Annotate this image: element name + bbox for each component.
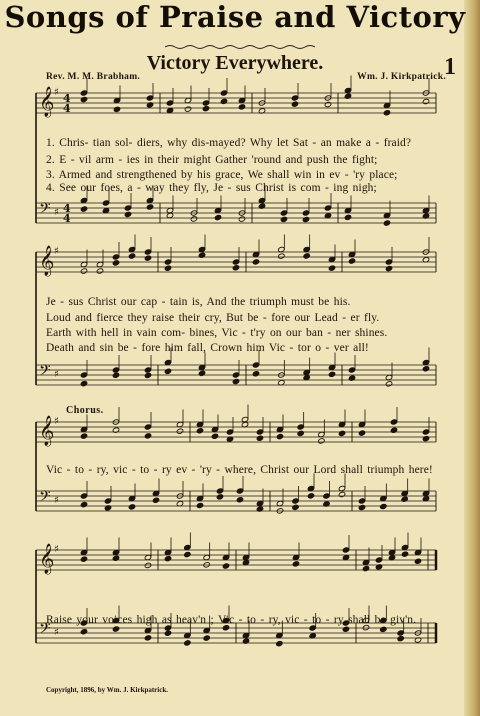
note-head: [220, 90, 227, 96]
note-head: [348, 258, 355, 264]
note-head: [232, 259, 239, 265]
note-head: [328, 265, 335, 271]
note-head: [190, 216, 197, 222]
note-head: [112, 555, 119, 561]
note-head: [318, 438, 325, 444]
note-head: [176, 428, 183, 434]
note-head: [232, 372, 239, 378]
bass-clef: 𝄢: [39, 362, 51, 383]
note-head: [144, 367, 151, 373]
note-head: [342, 547, 349, 553]
note-head: [302, 210, 309, 216]
chorus-line-1: Vic - to - ry, vic - to - ry ev - 'ry - where, Christ our Lord shall triumph here!: [46, 464, 433, 476]
note-head: [80, 380, 87, 386]
verse-4-line-2: Death and sin be - fore him fall, Crown him Vic - tor o - ver all!: [46, 342, 369, 354]
note-head: [164, 555, 171, 561]
treble-clef: 𝄞: [39, 87, 55, 117]
note-head: [80, 502, 87, 508]
note-head: [422, 98, 429, 104]
note-head: [144, 255, 151, 261]
note-head: [124, 205, 131, 211]
note-head: [297, 424, 304, 430]
verse-2-line-2: Loud and fierce they raise their cry, But be - fore our Lead - er fly.: [46, 312, 380, 324]
note-head: [324, 205, 331, 211]
note-head: [198, 252, 205, 258]
note-head: [414, 558, 421, 564]
note-head: [383, 220, 390, 226]
note-head: [80, 96, 87, 102]
note-head: [144, 372, 151, 378]
note-head: [164, 630, 171, 636]
hymn-number: 1: [444, 54, 456, 80]
composer-credit: Wm. J. Kirkpatrick.: [357, 72, 446, 82]
note-head: [112, 372, 119, 378]
note-head: [342, 626, 349, 632]
sharp-sign: ♯: [54, 495, 59, 506]
note-head: [196, 502, 203, 508]
note-head: [383, 110, 390, 116]
treble-clef: 𝄞: [39, 416, 55, 446]
note-head: [276, 433, 283, 439]
note-head: [112, 260, 119, 266]
note-head: [144, 433, 151, 439]
note-head: [338, 491, 345, 497]
verse-3-line-1: 3. Armed and strengthened by his grace, We shall win in ev - 'ry place;: [46, 169, 398, 181]
note-head: [236, 497, 243, 503]
note-head: [104, 498, 111, 504]
note-head: [422, 366, 429, 372]
note-head: [220, 98, 227, 104]
note-head: [80, 268, 87, 274]
verse-4-line-1: 4. See our foes, a - way they fly, Je - sus Christ is com - ing nigh;: [46, 182, 377, 194]
note-head: [146, 95, 153, 101]
note-head: [397, 636, 404, 642]
note-head: [144, 635, 151, 641]
note-head: [216, 488, 223, 494]
note-head: [196, 428, 203, 434]
note-head: [226, 429, 233, 435]
note-head: [328, 371, 335, 377]
note-head: [112, 254, 119, 260]
note-head: [303, 253, 310, 259]
sharp-sign: ♯: [54, 207, 59, 218]
note-head: [80, 556, 87, 562]
bass-clef: 𝄢: [39, 488, 51, 509]
note-head: [236, 488, 243, 494]
note-head: [112, 367, 119, 373]
note-head: [291, 101, 298, 107]
time-signature-digit: 4: [63, 92, 71, 105]
note-head: [202, 100, 209, 106]
verse-1-line-1: 1. Chris- tian sol- diers, why dis-mayed? Why let Sat - an make a - fraid?: [46, 137, 412, 149]
note-head: [380, 626, 387, 632]
note-head: [276, 641, 283, 647]
sharp-sign: ♯: [54, 627, 59, 638]
note-head: [184, 640, 191, 646]
note-head: [222, 563, 229, 569]
note-head: [80, 206, 87, 212]
note-head: [380, 503, 387, 509]
note-head: [144, 424, 151, 430]
hymn-title: Victory Everywhere.: [146, 52, 324, 74]
note-head: [80, 629, 87, 635]
note-head: [166, 100, 173, 106]
note-head: [80, 372, 87, 378]
note-head: [128, 253, 135, 259]
note-head: [390, 419, 397, 425]
note-head: [385, 265, 392, 271]
bass-clef: 𝄢: [39, 200, 51, 221]
note-head: [96, 268, 103, 274]
note-head: [144, 562, 151, 568]
treble-clef: 𝄞: [39, 246, 55, 276]
note-head: [214, 214, 221, 220]
note-head: [112, 626, 119, 632]
note-head: [348, 367, 355, 373]
note-head: [252, 259, 259, 265]
note-head: [113, 106, 120, 112]
note-head: [216, 494, 223, 500]
note-head: [358, 498, 365, 504]
note-head: [211, 433, 218, 439]
note-head: [164, 259, 171, 265]
time-signature-digit: 4: [63, 202, 71, 215]
note-head: [256, 429, 263, 435]
note-head: [164, 368, 171, 374]
verse-1-line-2: Je - sus Christ our cap - tain is, And the triumph must be his.: [46, 296, 351, 308]
bass-clef: 𝄢: [39, 620, 51, 641]
note-head: [280, 216, 287, 222]
sharp-sign: ♯: [54, 369, 59, 380]
note-head: [385, 259, 392, 265]
chorus-line-2: Raise your voices high as heav'n ; Vic - to - ry, vic - to - ry shall be giv'n.: [46, 614, 417, 626]
note-head: [124, 211, 131, 217]
note-head: [202, 106, 209, 112]
time-signature-digit: 4: [63, 102, 71, 115]
note-head: [198, 370, 205, 376]
note-head: [203, 635, 210, 641]
lyricist-credit: Rev. M. M. Brabham.: [46, 72, 141, 82]
time-signature-digit: 4: [63, 212, 71, 225]
note-head: [422, 435, 429, 441]
note-head: [80, 90, 87, 96]
note-head: [146, 204, 153, 210]
note-head: [302, 216, 309, 222]
note-head: [307, 493, 314, 499]
note-head: [397, 630, 404, 636]
note-head: [324, 101, 331, 107]
sharp-sign: ♯: [54, 544, 59, 555]
note-head: [292, 561, 299, 567]
sharp-sign: ♯: [54, 87, 59, 98]
note-head: [252, 371, 259, 377]
note-head: [292, 498, 299, 504]
note-head: [232, 378, 239, 384]
sharp-sign: ♯: [54, 246, 59, 257]
note-head: [422, 429, 429, 435]
verse-2-line-1: 2. E - vil arm - ies in their might Gather 'round and push the fight;: [46, 154, 378, 166]
note-head: [164, 265, 171, 271]
note-head: [232, 265, 239, 271]
book-title: Songs of Praise and Victory: [4, 0, 466, 34]
chorus-label: Chorus.: [66, 405, 104, 416]
note-head: [238, 104, 245, 110]
note-head: [238, 216, 245, 222]
note-head: [297, 430, 304, 436]
note-head: [338, 430, 345, 436]
sharp-sign: ♯: [54, 416, 59, 427]
note-head: [292, 504, 299, 510]
copyright-notice: Copyright, 1896, by Wm. J. Kirkpatrick.: [46, 686, 168, 694]
note-head: [358, 504, 365, 510]
note-head: [344, 214, 351, 220]
note-head: [144, 249, 151, 255]
note-head: [323, 493, 330, 499]
note-head: [128, 504, 135, 510]
note-head: [102, 200, 109, 206]
treble-clef: 𝄞: [39, 544, 55, 574]
note-head: [280, 210, 287, 216]
note-head: [358, 430, 365, 436]
note-head: [152, 497, 159, 503]
note-head: [375, 557, 382, 563]
note-head: [401, 551, 408, 557]
note-head: [256, 435, 263, 441]
note-head: [390, 427, 397, 433]
note-head: [362, 565, 369, 571]
note-head: [184, 551, 191, 557]
note-head: [278, 253, 285, 259]
note-head: [80, 493, 87, 499]
note-head: [80, 433, 87, 439]
note-head: [385, 381, 392, 387]
note-head: [291, 95, 298, 101]
verse-3-line-2: Earth with hell in vain com- bines, Vic - t'ry on our ban - ner shines.: [46, 327, 388, 339]
note-head: [252, 362, 259, 368]
note-head: [184, 106, 191, 112]
